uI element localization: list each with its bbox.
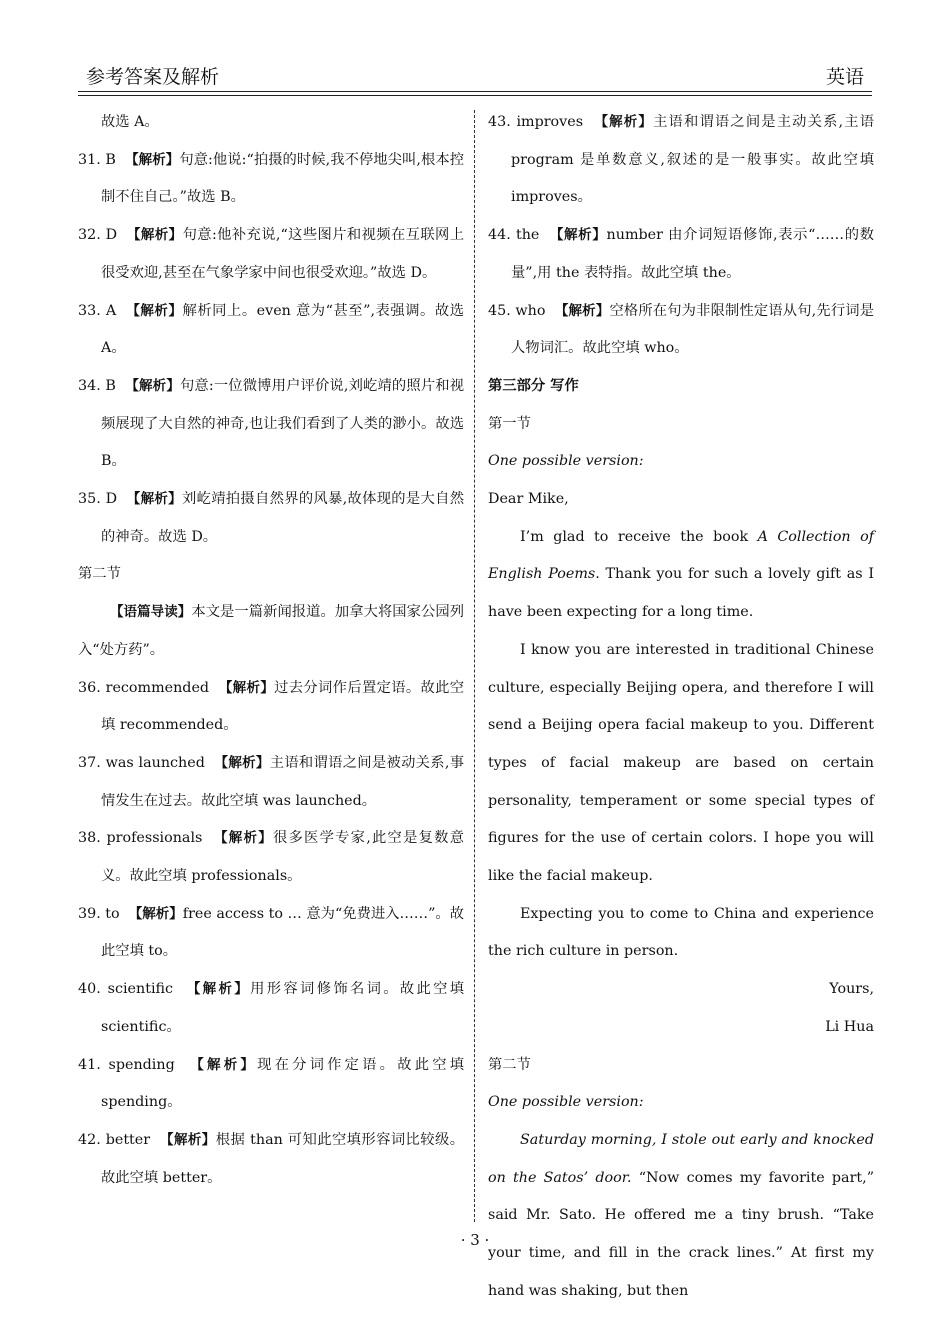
letter-closing: Yours, <box>829 981 874 998</box>
answer-45: 45. who 【解析】空格所在句为非限制性定语从句,先行词是人物词汇。故此空填 who。 <box>488 302 874 357</box>
header-subject: 英语 <box>825 66 864 88</box>
possible-version-label: One possible version: <box>488 453 644 470</box>
answer-36: 36. recommended 【解析】过去分词作后置定语。故此空填 recommended。 <box>78 679 465 734</box>
column-divider <box>474 110 475 1222</box>
section-heading: 第二节 <box>488 1056 531 1073</box>
part-heading: 第三部分 写作 <box>488 377 579 394</box>
right-column <box>488 104 874 1311</box>
left-column <box>78 104 464 1197</box>
story-paragraph: Saturday morning, I stole out early and knocked on the Satos’ door. “Now comes my favorite part,” said Mr. Sato. He offered me a tiny brush. “Take your time, and fill in the crack lines.” At first my hand was shaking, but then <box>488 1131 874 1299</box>
header-title: 参考答案及解析 <box>86 66 220 88</box>
header-rule-thin <box>78 95 872 96</box>
answer-33: 33. A 【解析】解析同上。even 意为“甚至”,表强调。故选 A。 <box>78 302 465 357</box>
letter-paragraph: I know you are interested in traditional Chinese culture, especially Beijing opera, and therefore I will send a Beijing opera facial makeup to you. Different types of facial makeup are based on certain personality, temperament or some special types of figures for the use of certain colors. I hope you will like the facial makeup. <box>488 641 874 885</box>
answer-31: 31. B 【解析】句意:他说:“拍摄的时候,我不停地尖叫,根本控制不住自己。”故选 B。 <box>78 151 465 206</box>
section-heading: 第一节 <box>488 415 531 432</box>
possible-version-label: One possible version: <box>488 1094 644 1111</box>
answer-43: 43. improves 【解析】主语和谓语之间是主动关系,主语 program 是单数意义,叙述的是一般事实。故此空填 improves。 <box>488 114 875 206</box>
letter-signature: Li Hua <box>825 1018 874 1035</box>
answer-40: 40. scientific 【解析】用形容词修饰名词。故此空填 scientific。 <box>78 981 465 1035</box>
passage-guide: 【语篇导读】本文是一篇新闻报道。加拿大将国家公园列入“处方药”。 <box>78 604 465 658</box>
letter-paragraph: I’m glad to receive the book A Collection of English Poems. Thank you for such a lovely gift as I have been expecting for a long time. <box>488 528 874 621</box>
letter-paragraph: Expecting you to come to China and experience the rich culture in person. <box>488 905 874 960</box>
answer-44: 44. the 【解析】number 由介词短语修饰,表示“……的数量”,用 the 表特指。故此空填 the。 <box>488 227 874 281</box>
letter-salutation: Dear Mike, <box>488 491 569 508</box>
section-heading: 第二节 <box>78 566 121 583</box>
answer-34: 34. B 【解析】句意:一位微博用户评价说,刘屹靖的照片和视频展现了大自然的神奇,也让我们看到了人类的渺小。故选 B。 <box>78 377 465 470</box>
answer-41: 41. spending 【解析】现在分词作定语。故此空填 spending。 <box>78 1056 465 1111</box>
answer-32: 32. D 【解析】句意:他补充说,“这些图片和视频在互联网上很受欢迎,甚至在气象学家中间也很受欢迎。”故选 D。 <box>78 227 465 281</box>
answer-continuation: 故选 A。 <box>101 114 159 130</box>
answer-38: 38. professionals 【解析】很多医学专家,此空是复数意义。故此空填 professionals。 <box>78 830 465 885</box>
answer-35: 35. D 【解析】刘屹靖拍摄自然界的风暴,故体现的是大自然的神奇。故选 D。 <box>78 491 465 545</box>
page-header <box>78 58 872 90</box>
answer-37: 37. was launched 【解析】主语和谓语之间是被动关系,事情发生在过去。故此空填 was launched。 <box>78 754 464 809</box>
page-number: · 3 · <box>460 1231 490 1249</box>
answer-39: 39. to 【解析】free access to … 意为“免费进入……”。故此空填 to。 <box>78 905 464 960</box>
header-rule-thick <box>78 91 872 92</box>
answer-42: 42. better 【解析】根据 than 可知此空填形容词比较级。故此空填 better。 <box>78 1131 464 1186</box>
